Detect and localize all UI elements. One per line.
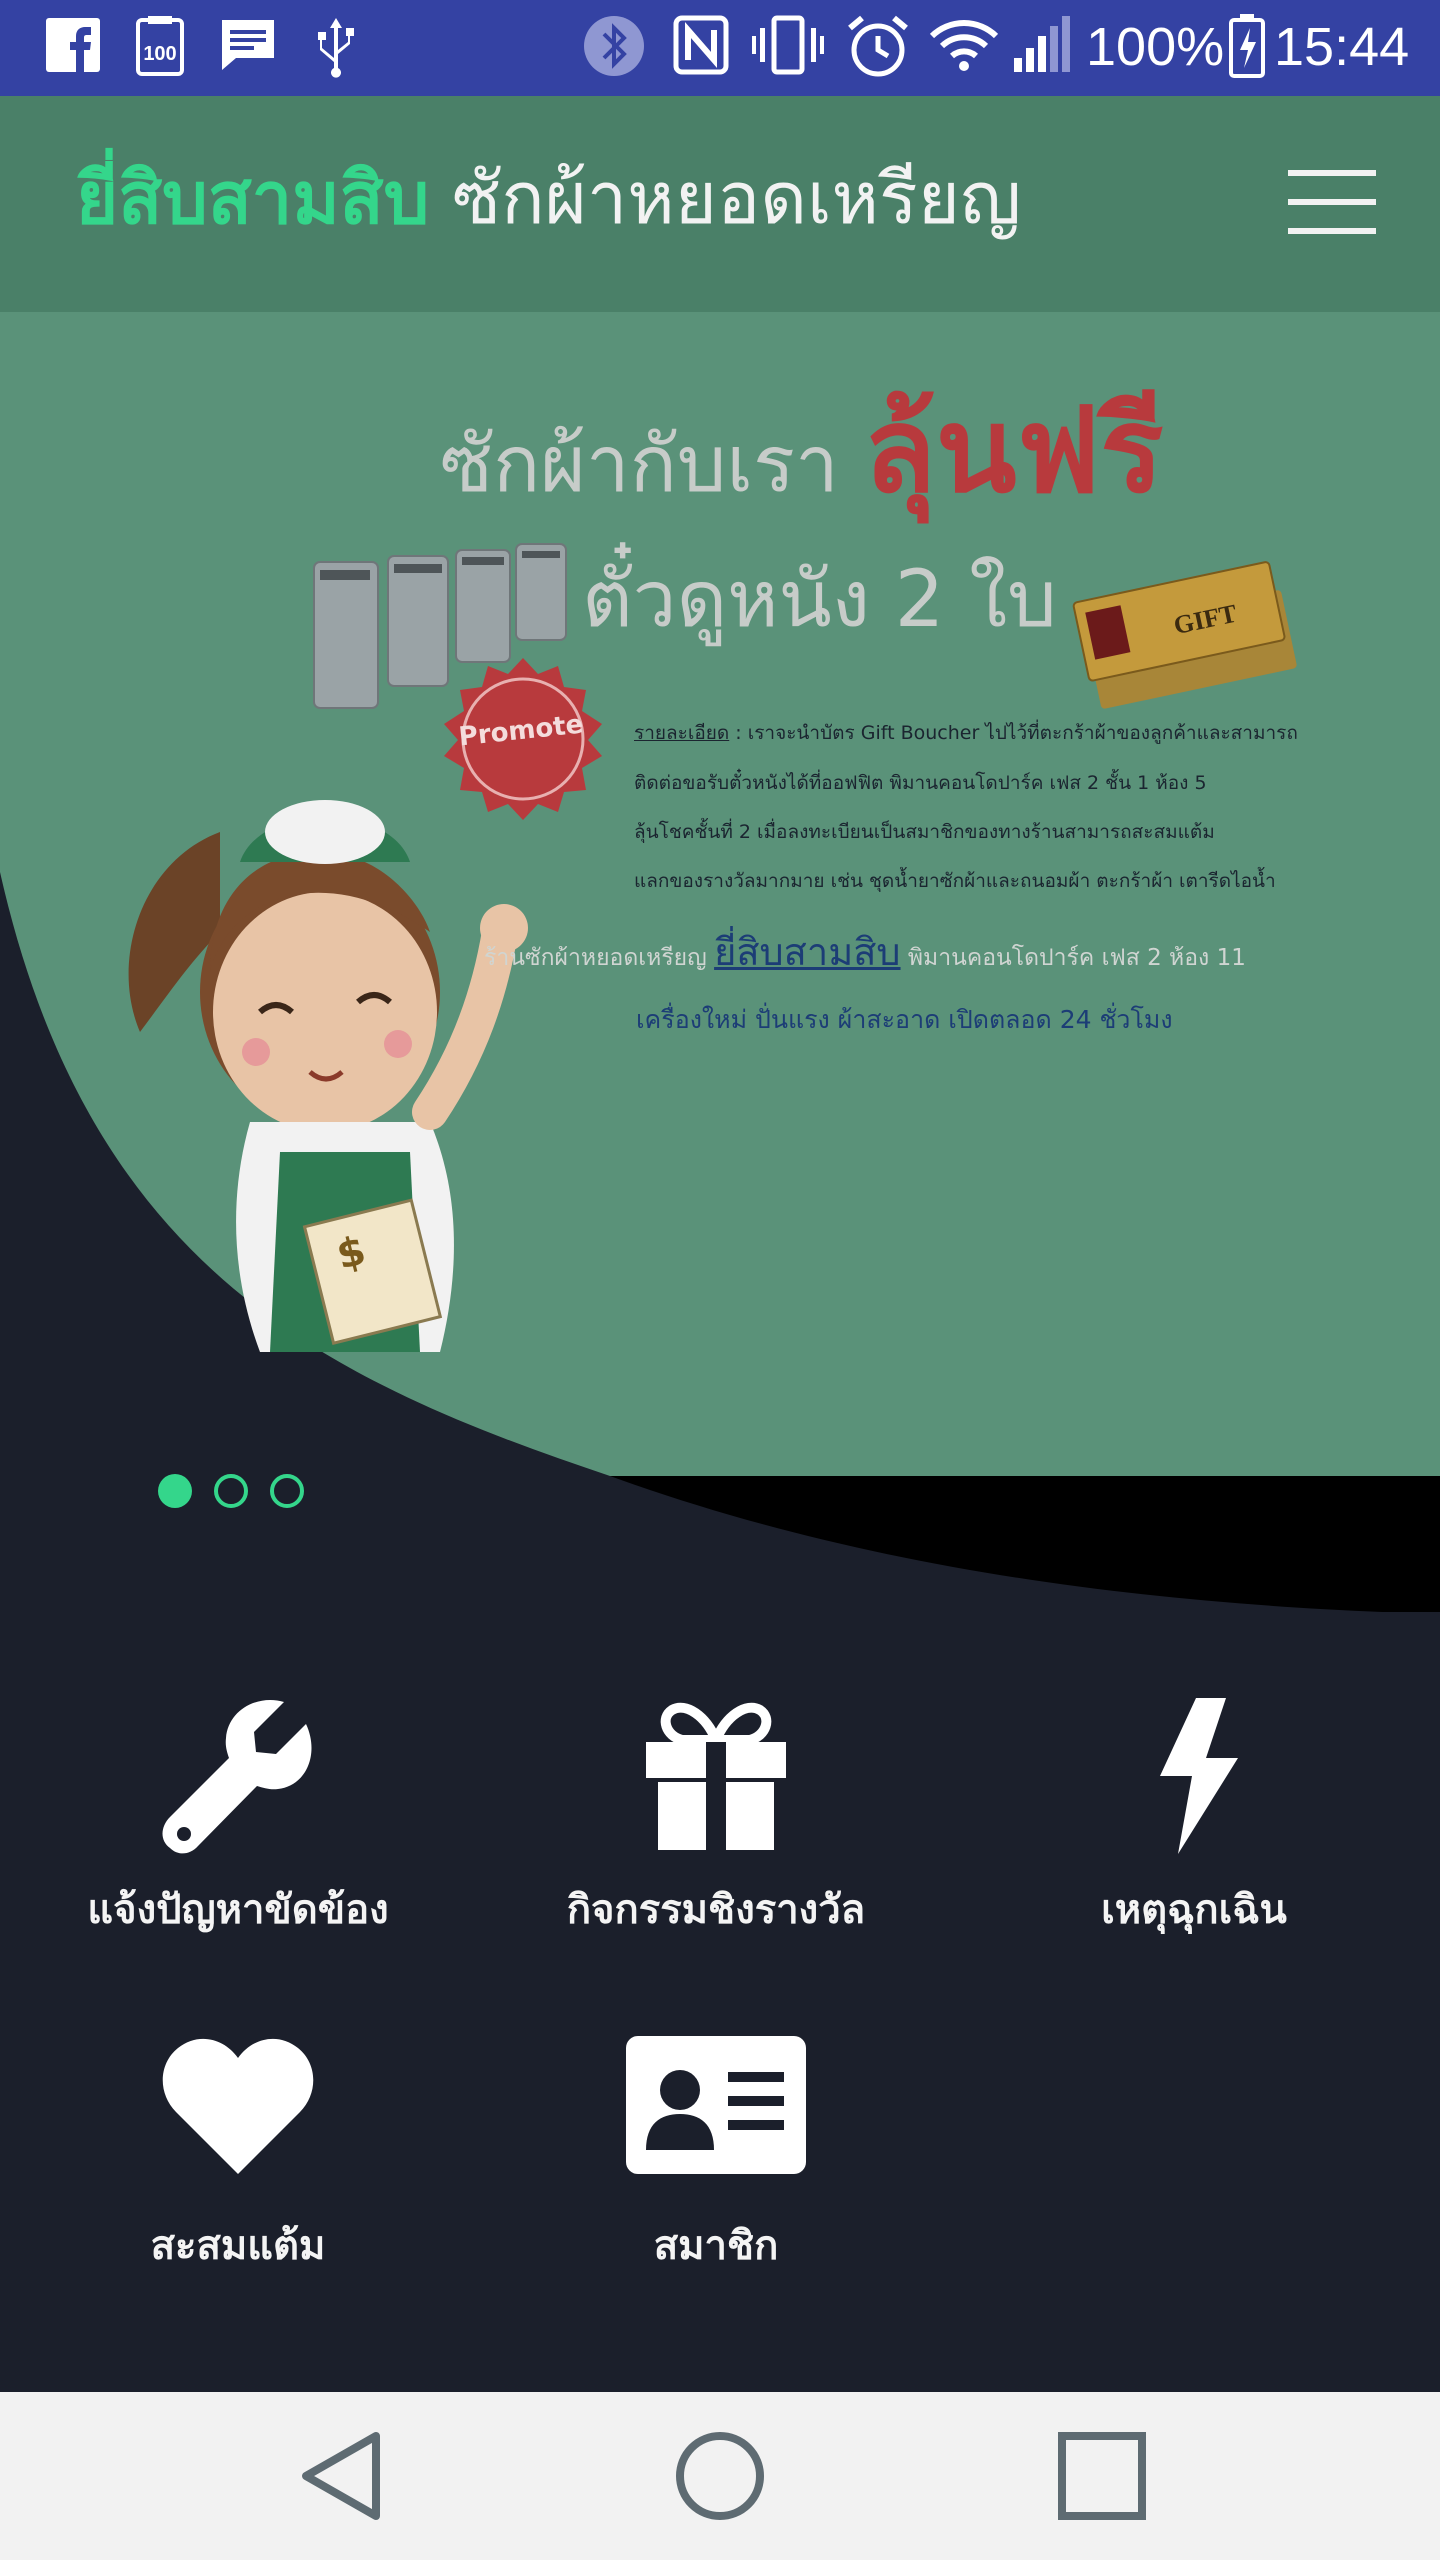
carousel-dot-2[interactable] xyxy=(214,1474,248,1508)
signal-icon xyxy=(1012,14,1072,76)
feature-member[interactable] xyxy=(496,2032,936,2276)
alarm-icon xyxy=(846,14,910,78)
battery-charging-icon xyxy=(1228,14,1266,78)
feature-collect-points-label: สะสมแต้ม xyxy=(150,2223,326,2269)
gift-ticket-image xyxy=(1066,540,1306,710)
svg-text:$: $ xyxy=(332,1227,371,1279)
detail-line-1-text: : เราจะนำบัตร Gift Boucher ไปไว้ที่ตะกร้าผ้าของลูกค้าและสามารถ xyxy=(729,722,1298,744)
hamburger-menu-icon[interactable] xyxy=(1286,166,1378,238)
usb-icon xyxy=(312,14,360,78)
gift-ticket-text: GIFT xyxy=(1171,598,1240,641)
feature-collect-points[interactable] xyxy=(18,2032,458,2276)
brand-title-accent: ยี่สิบสามสิบ xyxy=(76,156,430,240)
feature-prize-activity-label: กิจกรรมชิงรางวัล xyxy=(566,1887,866,1933)
status-bar xyxy=(0,0,1440,96)
back-icon[interactable] xyxy=(296,2428,386,2524)
hero-headline-2: ตั๋วดูหนัง 2 ใบ xyxy=(582,555,1057,645)
promote-badge-text: Promote xyxy=(457,709,585,753)
feature-report-problem[interactable] xyxy=(18,1696,458,1940)
hero-detail-line-3: ลุ้นโชคชั้นที่ 2 เมื่อลงทะเบียนเป็นสมาชิกของทางร้านสามารถสะสมแต้ม xyxy=(634,821,1215,843)
photo-100-icon xyxy=(134,14,186,78)
feature-emergency-label: เหตุฉุกเฉิน xyxy=(1101,1887,1287,1933)
member-card-icon xyxy=(624,2032,808,2192)
wifi-icon xyxy=(928,14,1000,74)
shop-prefix: ร้านซักผ้าหยอดเหรียญ xyxy=(484,945,707,971)
feature-prize-activity[interactable] xyxy=(496,1696,936,1940)
shop-suffix: พิมานคอนโดปาร์ค เฟส 2 ห้อง 11 xyxy=(907,945,1246,971)
hero-detail-line-1 xyxy=(634,720,1298,746)
system-nav-bar xyxy=(0,2392,1440,2560)
shop-name: ยี่สิบสามสิบ xyxy=(714,930,901,974)
hero-headline-1-highlight: ลุ้นฟรี xyxy=(863,381,1164,519)
hero-shop-line xyxy=(484,932,1246,978)
detail-label: รายละเอียด xyxy=(634,722,730,744)
hero-detail-line-4: แลกของรางวัลมากมาย เช่น ชุดน้ำยาซักผ้าและถนอมผ้า ตะกร้าผ้า เตารีดไอน้ำ xyxy=(634,870,1276,892)
battery-percentage: 100% xyxy=(1086,17,1225,77)
gift-icon xyxy=(636,1696,796,1856)
svg-text:100: 100 xyxy=(143,43,177,65)
status-clock: 15:44 xyxy=(1274,17,1410,77)
brand-title-rest: ซักผ้าหยอดเหรียญ xyxy=(452,156,1022,240)
message-icon xyxy=(218,14,278,74)
home-icon[interactable] xyxy=(674,2428,766,2524)
hero-detail-line-2: ติดต่อขอรับตั๋วหนังได้ที่ออฟฟิต พิมานคอนโดปาร์ค เฟส 2 ชั้น 1 ห้อง 5 xyxy=(634,772,1207,794)
wrench-icon xyxy=(158,1696,318,1856)
feature-member-label: สมาชิก xyxy=(653,2223,779,2269)
heart-icon xyxy=(156,2032,320,2192)
hero-headline-1-text: ซักผ้ากับเรา xyxy=(440,420,839,510)
vibrate-icon xyxy=(752,14,824,76)
app-header xyxy=(0,96,1440,315)
hero-headline-1 xyxy=(440,381,1164,519)
lightning-icon xyxy=(1114,1696,1274,1856)
hero-features-line: เครื่องใหม่ ปั่นแรง ผ้าสะอาด เปิดตลอด 24 ชั่วโมง xyxy=(636,1005,1173,1034)
carousel-dot-1[interactable] xyxy=(158,1474,192,1508)
recents-icon[interactable] xyxy=(1056,2428,1148,2524)
nfc-icon xyxy=(672,14,730,76)
facebook-icon xyxy=(44,14,102,76)
hero-carousel[interactable] xyxy=(0,312,1440,1612)
bluetooth-icon xyxy=(582,14,646,78)
brand-title[interactable] xyxy=(76,148,1021,248)
carousel-dot-3[interactable] xyxy=(270,1474,304,1508)
feature-emergency[interactable] xyxy=(974,1696,1414,1940)
feature-report-problem-label: แจ้งปัญหาขัดข้อง xyxy=(87,1887,389,1933)
